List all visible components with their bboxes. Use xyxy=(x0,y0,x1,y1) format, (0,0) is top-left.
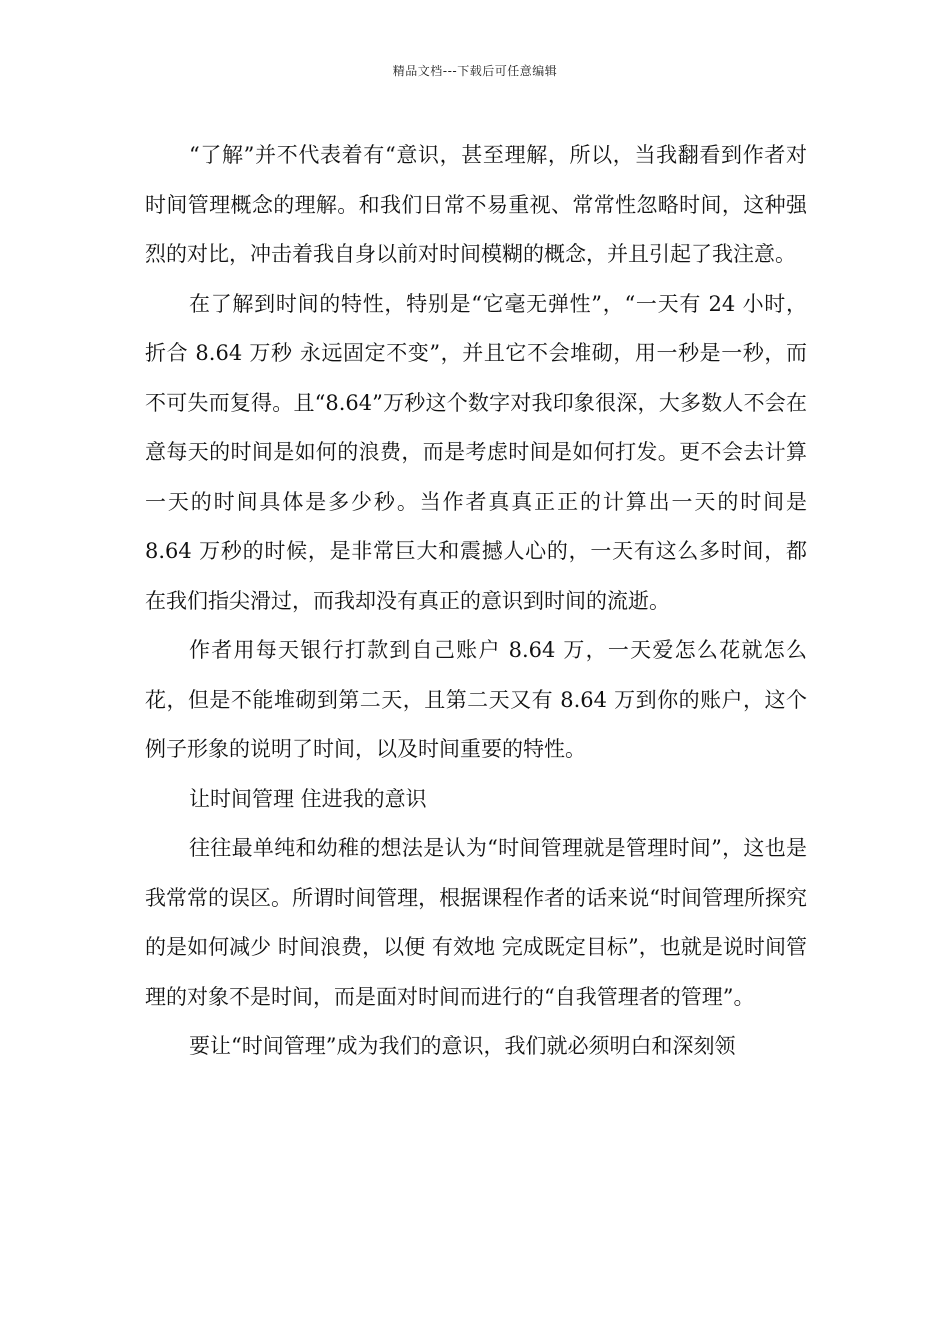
page-header: 精品文档---下载后可任意编辑 xyxy=(392,64,558,78)
document-body xyxy=(145,131,807,1072)
paragraph: “了解”并不代表着有“意识，甚至理解，所以，当我翻看到作者对时间管理概念的理解。和我们日常不易重视、常常性忽略时间，这种强烈的对比，冲击着我自身以前对时间模糊的概念，并且引起了我注意。 xyxy=(145,143,807,266)
paragraph: 作者用每天银行打款到自己账户 8.64 万，一天爱怎么花就怎么花，但是不能堆砌到第二天，且第二天又有 8.64 万到你的账户，这个例子形象的说明了时间，以及时间重要的特性。 xyxy=(145,638,807,761)
paragraph: 在了解到时间的特性，特别是“它毫无弹性”，“一天有 24 小时，折合 8.64 万秒 永远固定不变”，并且它不会堆砌，用一秒是一秒，而不可失而复得。且“8.64”万秒这个数字对我印象很深，大多数人不会在意每天的时间是如何的浪费，而是考虑时间是如何打发。更不会去计算一天的时间具体是多少秒。当作者真真正正的计算出一天的时间是 8.64 万秒的时候，是非常巨大和震撼人心的，一天有这么多时间，都在我们指尖滑过，而我却没有真正的意识到时间的流逝。 xyxy=(145,291,807,613)
paragraph: 往往最单纯和幼稚的想法是认为“时间管理就是管理时间”，这也是我常常的误区。所谓时间管理，根据课程作者的话来说“时间管理所探究的是如何减少 时间浪费，以便 有效地 完成既定目标”，也就是说时间管理的对象不是时间，而是面对时间而进行的“自我管理者的管理”。 xyxy=(145,836,807,1009)
section-heading: 让时间管理 住进我的意识 xyxy=(189,786,427,811)
paragraph: 要让“时间管理”成为我们的意识，我们就必须明白和深刻领 xyxy=(189,1034,736,1058)
